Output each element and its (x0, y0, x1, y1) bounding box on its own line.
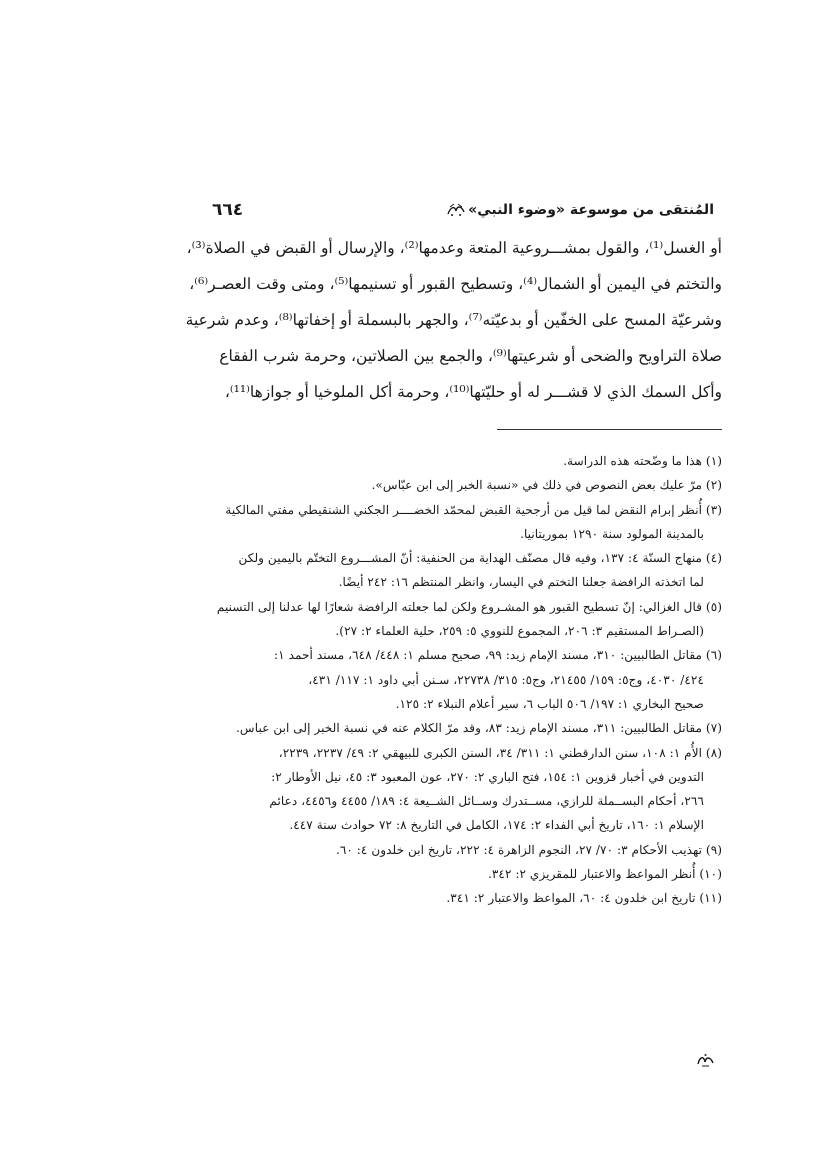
footnote-line: صحيح البخاري ١: ١٩٧/ ٥٠٦ الباب ٦، سير أعلام النبلاء ٢: ١٢٥. (395, 696, 704, 711)
footnote-line: (٧) مقاتل الطالبيين: ٣١١، مسند الإمام زيد: ٨٣، وقد مرّ الكلام عنه في نسبة الخبر إلى ابن عباس. (236, 721, 722, 736)
salawat-icon (446, 202, 466, 218)
footnote-line: التدوين في أخبار قزوين ١: ١٥٤، فتح الباري ٢: ٢٧٠، عون المعبود ٣: ٤٥، نيل الأوطار ٢: (271, 769, 704, 784)
footnote-line: (٨) الأُم ١: ١٠٨، سنن الدارقطني ١: ٣١١/ ٣٤، السنن الكبرى للبيهقي ٢: ٤٩/ ٢٢٣٧، ٢٢٣٩، (278, 745, 722, 760)
footnote-10 (140, 862, 722, 886)
main-line: أو الغسل⁽¹⁾، والقول بمشـــروعية المتعة وعدمها⁽²⁾، والإرسال أو القبض في الصلاة⁽³⁾، (186, 239, 722, 257)
footnote-line: الإسلام ١: ١٦٠، تاريخ أبي الفداء ٢: ١٧٤، الكامل في التاريخ ٨: ٧٢ حوادث سنة ٤٤٧. (289, 818, 704, 833)
footnote-line: (١) هذا ما وضّحته هذه الدراسة. (563, 454, 722, 468)
footnote-line: ٤٢٤/ ٤٠٣٠، وج٥: ١٥٩/ ٢١٤٥٥، وج٥: ٣١٥/ ٢٢٧٣٨، سـنن أبي داود ١: ١١٧/ ٤٣١، (308, 672, 704, 687)
main-line: وأكل السمك الذي لا قشـــر له أو حليّتها⁽¹⁰⁾، وحرمة أكل الملوخيا أو جوازها⁽¹¹⁾، (224, 383, 722, 401)
footnote-line: (٣) أُنظر إبرام النقض لما قيل من أرجحية القبض لمحمّد الخضــــر الجكني الشنقيطي مفتي المالكية (225, 502, 722, 517)
footnote-3 (140, 498, 722, 547)
footnote-line: بالمدينة المولود سنة ١٢٩٠ بموريتانيا. (520, 526, 704, 541)
page-number: ٦٦٤ (212, 200, 244, 220)
running-title (446, 202, 714, 218)
main-line: وشرعيّة المسح على الخفّين أو بدعيّته⁽⁷⁾، والجهر بالبسملة أو إخفاتها⁽⁸⁾، وعدم شرعية (185, 311, 722, 329)
footnote-4 (140, 546, 722, 595)
footnote-5 (140, 595, 722, 644)
footnote-line: (الصـراط المستقيم ٣: ٢٠٦، المجموع للنووي ٥: ٢٥٩، حلية العلماء ٢: ٢٧). (335, 624, 704, 639)
main-paragraph (160, 230, 722, 410)
footnote-1 (140, 449, 722, 473)
footnote-line: (٩) تهذيب الأحكام ٣: ٧٠/ ٢٧، النجوم الزاهرة ٤: ٢٢٢، تاريخ ابن خلدون ٤: ٦٠. (335, 842, 722, 857)
footnote-7 (140, 716, 722, 740)
footnote-line: ٢٦٦، أحكام البســملة للرازي، مســتدرك وســائل الشــيعة ٤: ١٨٩/ ٤٤٥٥ و٤٤٥٦، دعائم (269, 794, 704, 809)
footnote-2 (140, 473, 722, 497)
footnote-line: لما اتخذته الرافضة جعلنا التختم في اليسار، وانظر المنتظم ١٦: ٢٤٢ أيضًا. (338, 575, 704, 590)
footnote-6 (140, 643, 722, 716)
footnote-11 (140, 886, 722, 910)
footnote-8 (140, 741, 722, 838)
running-title-text: المُنتقى من موسوعة «وضوء النبي» (468, 202, 714, 218)
main-line: والتختم في اليمين أو الشمال⁽⁴⁾، وتسطيح القبور أو تسنيمها⁽⁵⁾، ومتى وقت العصـر⁽⁶⁾، (189, 275, 722, 293)
footnote-divider (497, 429, 722, 430)
end-ornament-icon (696, 1052, 716, 1070)
footnote-9 (140, 838, 722, 862)
footnote-line: (١١) تاريخ ابن خلدون ٤: ٦٠، المواعظ والاعتبار ٢: ٣٤١. (446, 891, 722, 906)
footnote-line: (٦) مقاتل الطالبيين: ٣١٠، مسند الإمام زيد: ٩٩، صحيح مسلم ١: ٤٤٨/ ٦٤٨، مسند أحمد ١: (274, 648, 722, 663)
footnote-line: (٤) منهاج السنّة ٤: ١٣٧، وفيه قال مصنّف الهداية من الحنفية: أنّ المشـــروع التختّم باليمين ولكن (238, 551, 722, 566)
page-header (212, 196, 714, 224)
footnote-line: (١٠) أُنظر المواعظ والاعتبار للمقريزي ٢: ٣٤٢. (488, 867, 722, 882)
footnote-line: (٥) قال الغزالي: إنّ تسطيح القبور هو المشـروع ولكن لما جعلته الرافضة شعارًا لها عدلنا إلى التسنيم (216, 599, 722, 614)
footnote-line: (٢) مرّ عليك بعض النصوص في ذلك في «نسبة الخبر إلى ابن عبّاس». (371, 478, 722, 493)
main-line: صلاة التراويح والضحى أو شرعيتها⁽⁹⁾، والجمع بين الصلاتين، وحرمة شرب الفقاع (219, 347, 722, 365)
footnotes (140, 449, 722, 911)
